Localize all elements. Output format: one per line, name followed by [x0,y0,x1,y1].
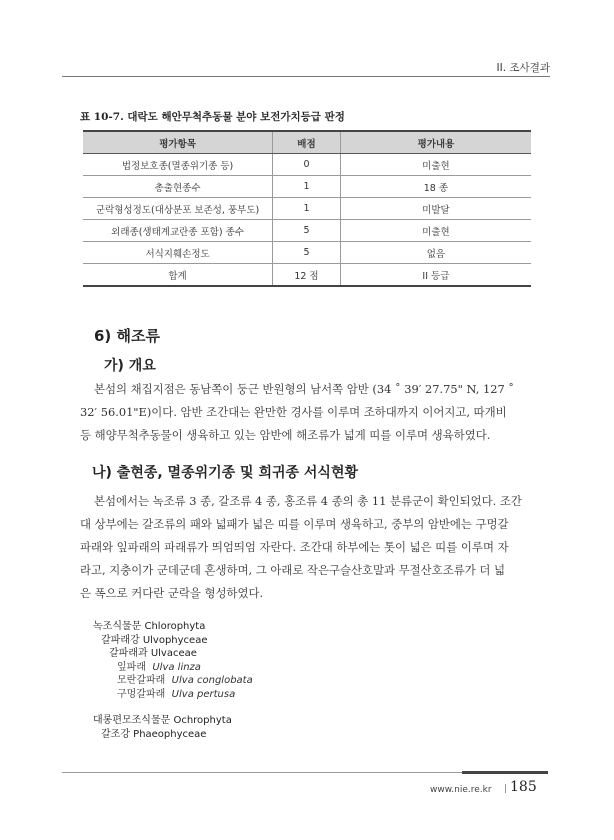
species-korean-name: 모란갈파래 [117,675,166,686]
species-korean-name: 구멍갈파래 [117,688,166,700]
species-scientific-name: Ulva pertusa [171,688,236,700]
footer-separator: | [504,784,508,794]
table-cell: 1 [273,176,341,198]
table-cell: 군락형성정도(대상분포 보존성, 풍부도) [83,198,273,220]
footer-url: www.nie.re.kr [430,785,492,795]
page-number: 185 [510,779,537,795]
species-paragraph [80,490,536,605]
species-korean-name: 잎파래 [117,661,146,673]
text-line: 본섬의 채집지점은 동남쪽이 둥근 반원형의 남서쪽 암반 (34 ˚ 39′ 27.75" N, 127 ˚ [94,382,515,396]
table-header-row [83,131,531,154]
footer-rule-accent [462,771,548,774]
table-row [83,176,531,198]
phylum-entry: 녹조식물문 Chlorophyta [93,621,206,632]
table-caption: 표 10-7. 대락도 해안무척추동물 분야 보전가치등급 판정 [80,111,345,123]
table-cell: 12 점 [273,264,341,287]
table-total-row [83,264,531,287]
table-cell: 5 [273,242,341,264]
table-cell: 총출현종수 [83,176,273,198]
table-cell: 법정보호종(멸종위기종 등) [83,154,273,176]
table-row [83,220,531,242]
table-cell: 합계 [83,264,273,287]
text-line: 32′ 56.01"E)이다. 암반 조간대는 완만한 경사를 이루며 조하대까지 이어지고, 따개비 [80,405,507,419]
evaluation-table [83,130,531,287]
table-cell: 1 [273,198,341,220]
phylum-entry: 대롱편모조식물문 Ochrophyta [93,715,232,726]
table-row [83,242,531,264]
species-entry [93,661,253,675]
overview-paragraph [80,378,536,447]
table-cell: 미발달 [340,198,531,220]
list-spacer [93,701,253,714]
footer-rule [62,772,462,773]
subsection-heading-species: 나) 출현종, 멸종위기종 및 희귀종 서식현황 [92,465,358,481]
column-header: 평가항목 [83,131,273,154]
text-line: 등 해양무척추동물이 생육하고 있는 암반에 해조류가 넓게 띠를 이루며 생육하였다. [80,428,491,442]
column-header: 평가내용 [340,131,531,154]
table-cell: 18 종 [340,176,531,198]
table-cell: 0 [273,154,341,176]
header-rule [62,76,550,77]
subsection-heading-overview: 가) 개요 [104,358,156,374]
family-entry: 갈파래과 Ulvaceae [109,648,197,659]
table-cell: 외래종(생태계교란종 포함) 종수 [83,220,273,242]
text-line: 파래와 잎파래의 파래류가 띄엄띄엄 자란다. 조간대 하부에는 톳이 넓은 띠를 이루며 자 [80,540,509,554]
table-cell: 없음 [340,242,531,264]
species-scientific-name: Ulva conglobata [171,675,253,686]
species-entry [93,688,253,702]
table-cell: 미출현 [340,220,531,242]
species-list [93,620,253,741]
table-row [83,198,531,220]
text-line: 본섬에서는 녹조류 3 종, 갈조류 4 종, 홍조류 4 종의 총 11 분류군이 확인되었다. 조간 [94,494,522,508]
text-line: 라고, 지충이가 군데군데 혼생하며, 그 아래로 작은구슬산호말과 무절산호조류가 더 넓 [80,563,505,577]
table-cell: II 등급 [340,264,531,287]
species-entry [93,674,253,688]
table-cell: 5 [273,220,341,242]
species-scientific-name: Ulva linza [152,661,201,673]
table-cell: 서식지훼손정도 [83,242,273,264]
text-line: 은 폭으로 커다란 군락을 형성하였다. [80,586,264,600]
running-header: II. 조사결과 [496,62,550,74]
class-entry: 갈조강 Phaeophyceae [101,728,207,740]
column-header: 배점 [273,131,341,154]
section-heading: 6) 해조류 [94,327,160,345]
table-cell: 미출현 [340,154,531,176]
text-line: 대 상부에는 갈조류의 패와 넓패가 넓은 띠를 이루며 생육하고, 중부의 암반에는 구멍갈 [80,517,509,531]
table-row [83,154,531,176]
class-entry: 갈파래강 Ulvophyceae [101,634,208,646]
